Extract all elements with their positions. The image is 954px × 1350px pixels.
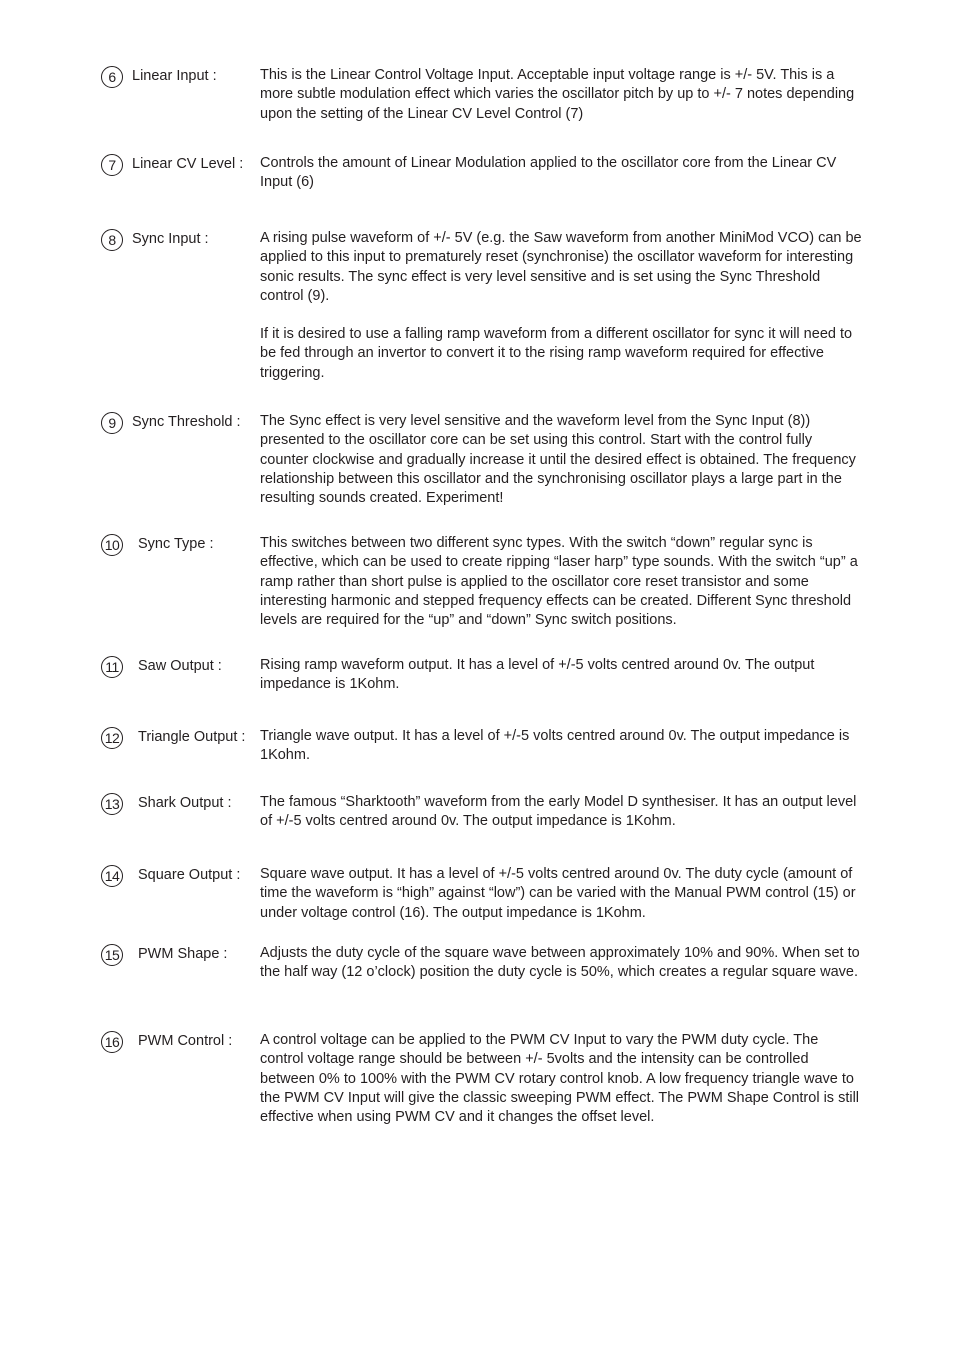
control-description (260, 944, 862, 983)
description-paragraph: This switches between two different sync types. With the switch “down” regular sync is effective, which can be used to create ripping “laser harp” type sounds. With the switch “up” a ramp rather than short pulse is applied to the oscillator core reset transistor and some interesting harmonic and stepped frequency effects can be created. Different Sync threshold levels are required for the “up” and “down” Sync switch positions. (260, 535, 858, 629)
description-paragraph: A control voltage can be applied to the PWM CV Input to vary the PWM duty cycle. The control voltage range should be between +/- 5volts and the intensity can be controlled between 0% to 100% with the PWM CV rotary control knob. A low frequency triangle wave to the PWM CV Input will give the classic sweeping PWM effect. The PWM Shape Control is still effective when using PWM CV and it changes the offset level. (260, 1032, 860, 1126)
control-label: Sync Type : (138, 536, 214, 552)
control-label: Sync Threshold : (132, 414, 241, 430)
control-label: Triangle Output : (138, 729, 246, 745)
description-paragraph: The famous “Sharktooth” waveform from the early Model D synthesiser. It has an output level of +/-5 volts centred around 0v. The output impedance is 1Kohm. (260, 794, 857, 830)
control-description (260, 793, 862, 832)
control-label: Linear Input : (132, 68, 217, 84)
control-label: Square Output : (138, 867, 241, 883)
item-number-badge: 8 (101, 229, 123, 251)
item-number-badge: 7 (101, 154, 123, 176)
item-number-badge: 10 (101, 534, 123, 556)
description-paragraph: The Sync effect is very level sensitive and the waveform level from the Sync Input (8)) presented to the oscillator core can be set using this control. Start with the control fully counter clockwise and gradually increase it until the desired effect is obtained. The frequency relationship between this oscillator and the synchronising oscillator plays a large part in the resulting sounds created. Experiment! (260, 413, 856, 507)
description-paragraph: Controls the amount of Linear Modulation applied to the oscillator core from the Linear CV Input (6) (260, 155, 837, 191)
item-number-badge: 12 (101, 727, 123, 749)
item-number-badge: 14 (101, 865, 123, 887)
item-number-badge: 11 (101, 656, 123, 678)
control-label: Shark Output : (138, 795, 232, 811)
control-description (260, 534, 862, 630)
description-paragraph: Adjusts the duty cycle of the square wave between approximately 10% and 90%. When set to the half way (12 o’clock) position the duty cycle is 50%, which creates a regular square wave. (260, 945, 860, 981)
control-label: Linear CV Level : (132, 156, 244, 172)
control-description (260, 154, 862, 193)
item-number-badge: 13 (101, 793, 123, 815)
item-number-badge: 16 (101, 1031, 123, 1053)
description-paragraph: A rising pulse waveform of +/- 5V (e.g. the Saw waveform from another MiniMod VCO) can be applied to this input to prematurely reset (synchronise) the oscillator waveform for interesting sonic results. The sync effect is very level sensitive and is set using the Sync Threshold control (9). (260, 230, 862, 304)
control-label: PWM Shape : (138, 946, 228, 962)
control-label: PWM Control : (138, 1033, 233, 1049)
item-number-badge: 6 (101, 66, 123, 88)
description-paragraph: If it is desired to use a falling ramp waveform from a different oscillator for sync it will need to be fed through an invertor to convert it to the rising ramp waveform required for effective triggering. (260, 326, 853, 381)
control-label: Saw Output : (138, 658, 222, 674)
item-number-badge: 15 (101, 944, 123, 966)
control-label: Sync Input : (132, 231, 209, 247)
description-paragraph: Rising ramp waveform output. It has a level of +/-5 volts centred around 0v. The output impedance is 1Kohm. (260, 657, 815, 693)
control-description (260, 229, 862, 383)
control-description (260, 865, 862, 923)
item-number-badge: 9 (101, 412, 123, 434)
description-paragraph: This is the Linear Control Voltage Input. Acceptable input voltage range is +/- 5V. This is a more subtle modulation effect which varies the oscillator pitch by up to +/- 7 notes depending upon the setting of the Linear CV Level Control (7) (260, 67, 855, 122)
control-description (260, 412, 862, 508)
control-description (260, 66, 862, 124)
control-description (260, 727, 862, 766)
description-paragraph: Triangle wave output. It has a level of +/-5 volts centred around 0v. The output impedance is 1Kohm. (260, 728, 850, 764)
control-description (260, 1031, 862, 1127)
control-description (260, 656, 862, 695)
description-paragraph: Square wave output. It has a level of +/-5 volts centred around 0v. The duty cycle (amount of time the waveform is “high” against “low”) can be varied with the Manual PWM control (15) or under voltage control (16). The output impedance is 1Kohm. (260, 866, 856, 921)
